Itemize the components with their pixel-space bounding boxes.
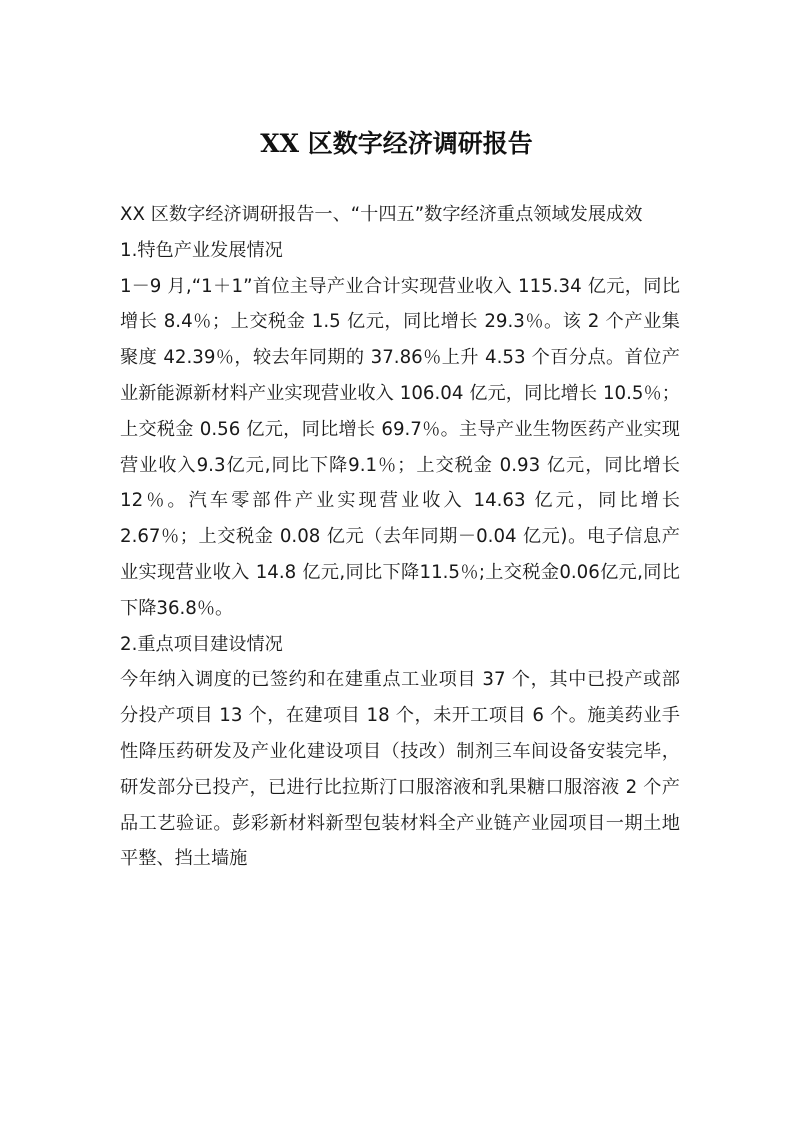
paragraph-heading-section-one: XX 区数字经济调研报告一、“十四五”数字经济重点领域发展成效 [120,204,643,225]
document-title: XX 区数字经济调研报告 [260,129,533,158]
paragraph-industry-stats: 1－9 月,“1＋1”首位主导产业合计实现营业收入 115.34 亿元，同比增长 8.4％；上交税金 1.5 亿元，同比增长 29.3％。该 2 个产业集聚度 42.39％，较去年同期的 37.86％上升 4.53 个百分点。首位产业新能源新材料产业实现营业收入 106.04 亿元，同比增长 10.5％；上交税金 0.56 亿元，同比增长 69.7％。主导产业生物医药产业实现营业收入9.3亿元,同比下降9.1％；上交税金 0.93 亿元，同比增长 12％。汽车零部件产业实现营业收入 14.63 亿元，同比增长 2.67％；上交税金 0.08 亿元（去年同期－0.04 亿元)。电子信息产业实现营业收入 14.8 亿元,同比下降11.5％;上交税金0.06亿元,同比下降36.8％。 [120,275,680,619]
paragraph-subheading-projects: 2.重点项目建设情况 [120,633,283,655]
paragraph-subheading-industry: 1.特色产业发展情况 [120,239,283,261]
paragraph-project-details: 今年纳入调度的已签约和在建重点工业项目 37 个，其中已投产或部分投产项目 13 个，在建项目 18 个，未开工项目 6 个。施美药业手性降压药研发及产业化建设项目（技改）制剂三车间设备安装完毕，研发部分已投产，已进行比拉斯汀口服溶液和乳果糖口服溶液 2 个产品工艺验证。彭彩新材料新型包装材料全产业链产业园项目一期土地平整、挡土墙施 [120,669,680,870]
document-body [120,197,680,877]
